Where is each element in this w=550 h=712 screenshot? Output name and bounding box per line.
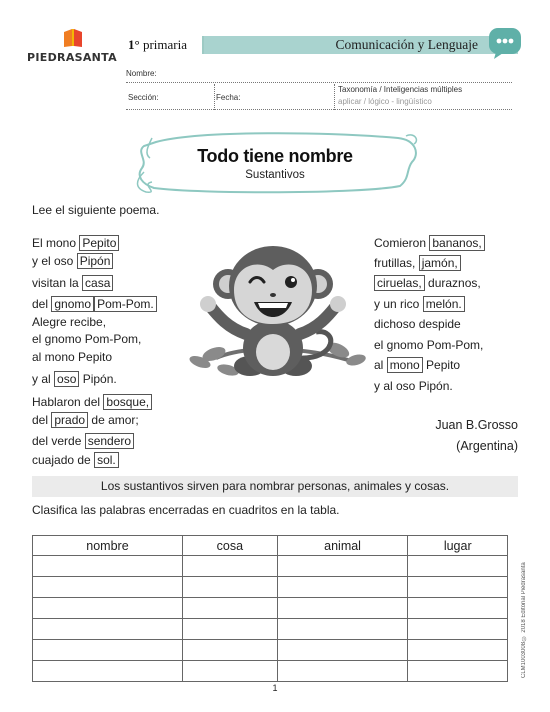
logo-text: PIEDRASANTA — [27, 51, 117, 64]
table-cell[interactable] — [33, 577, 183, 598]
poem-line: Comieron bananos, — [374, 235, 485, 251]
classification-table — [32, 535, 508, 682]
poem-line: y al oso Pipón. — [374, 379, 453, 393]
table-cell[interactable] — [408, 577, 508, 598]
poem-line: dichoso despide — [374, 317, 461, 331]
boxed-word: casa — [82, 275, 113, 291]
table-cell[interactable] — [277, 640, 408, 661]
definition-note: Los sustantivos sirven para nombrar personas, animales y cosas. — [32, 476, 518, 497]
column-header: animal — [277, 536, 408, 556]
taxonomy-values: aplicar / lógico - lingüístico — [338, 97, 432, 106]
table-cell[interactable] — [182, 598, 277, 619]
poem-line: frutillas, jamón, — [374, 255, 461, 271]
classify-instruction: Clasifica las palabras encerradas en cuadritos en la tabla. — [32, 503, 340, 517]
table-cell[interactable] — [408, 556, 508, 577]
boxed-word: bananos, — [429, 235, 484, 251]
table-row — [33, 661, 508, 682]
poem-line: ciruelas, duraznos, — [374, 275, 481, 291]
taxonomy-title: Taxonomía / Inteligencias múltiples — [338, 85, 463, 94]
table-row — [33, 640, 508, 661]
table-cell[interactable] — [182, 556, 277, 577]
poem-line: del prado de amor; — [32, 413, 139, 427]
table-cell[interactable] — [182, 640, 277, 661]
boxed-word: jamón, — [419, 255, 461, 271]
column-header: cosa — [182, 536, 277, 556]
table-cell[interactable] — [33, 556, 183, 577]
table-row — [33, 556, 508, 577]
read-instruction: Lee el siguiente poema. — [32, 203, 160, 217]
name-field[interactable] — [126, 66, 512, 83]
section-label: Sección: — [128, 93, 159, 102]
table-cell[interactable] — [33, 661, 183, 682]
boxed-word: bosque, — [103, 394, 152, 410]
boxed-word: mono — [387, 357, 423, 373]
divider — [334, 84, 335, 110]
table-cell[interactable] — [33, 619, 183, 640]
table-cell[interactable] — [277, 598, 408, 619]
boxed-word: prado — [51, 412, 88, 428]
page-number: 1 — [272, 683, 278, 693]
grade-word: primaria — [142, 37, 187, 52]
table-cell[interactable] — [33, 598, 183, 619]
poem-line: al mono Pepito — [374, 358, 461, 372]
boxed-word: gnomo — [51, 296, 94, 312]
table-cell[interactable] — [182, 577, 277, 598]
author-name: Juan B.Grosso — [435, 418, 518, 432]
poem-line: Alegre recibe, — [32, 315, 107, 329]
boxed-word: sendero — [85, 433, 134, 449]
column-header: lugar — [408, 536, 508, 556]
chat-bubble-icon — [488, 26, 522, 60]
boxed-word: melón. — [423, 296, 465, 312]
poem-line: El mono Pepito — [32, 235, 119, 251]
boxed-word: Pepito — [79, 235, 119, 251]
subject-title: Comunicación y Lenguaje — [335, 37, 478, 52]
book-icon — [62, 28, 84, 48]
table-row — [33, 577, 508, 598]
column-header: nombre — [33, 536, 183, 556]
poem-line: y el oso Pipón — [32, 253, 113, 269]
table-cell[interactable] — [33, 640, 183, 661]
poem-line: visitan la casa — [32, 275, 113, 291]
copyright-text: CLM1003008 © 2018 Editorial Piedrasanta — [521, 562, 527, 678]
poem-line: Hablaron del bosque, — [32, 394, 152, 410]
table-row — [33, 598, 508, 619]
poem-line: del gnomo Pom-Pom. — [32, 296, 157, 312]
boxed-word: Pipón — [77, 253, 114, 269]
publisher-logo — [22, 28, 122, 68]
boxed-word: sol. — [94, 452, 119, 468]
poem-line: al mono Pepito — [32, 350, 113, 364]
table-cell[interactable] — [408, 661, 508, 682]
table-cell[interactable] — [408, 598, 508, 619]
poem-line: del verde sendero — [32, 433, 134, 449]
boxed-word: oso — [54, 371, 79, 387]
table-cell[interactable] — [277, 661, 408, 682]
page-title: Todo tiene nombre — [197, 146, 353, 166]
table-cell[interactable] — [182, 619, 277, 640]
table-cell[interactable] — [408, 640, 508, 661]
table-cell[interactable] — [182, 661, 277, 682]
page-subtitle: Sustantivos — [245, 169, 305, 181]
poem-line: cuajado de sol. — [32, 452, 119, 468]
boxed-word: ciruelas, — [374, 275, 425, 291]
name-label: Nombre: — [126, 69, 157, 78]
poem-line: y al oso Pipón. — [32, 372, 117, 386]
boxed-word: Pom-Pom. — [94, 296, 157, 312]
table-cell[interactable] — [277, 619, 408, 640]
table-cell[interactable] — [277, 577, 408, 598]
grade-label: 1° primaria — [126, 36, 204, 54]
poem-line: el gnomo Pom-Pom, — [32, 332, 142, 346]
date-label: Fecha: — [216, 93, 241, 102]
table-row — [33, 619, 508, 640]
author-country: (Argentina) — [456, 439, 518, 453]
poem-line: y un rico melón. — [374, 296, 465, 312]
divider — [214, 84, 215, 110]
poem-line: el gnomo Pom-Pom, — [374, 338, 484, 352]
table-cell[interactable] — [408, 619, 508, 640]
table-cell[interactable] — [277, 556, 408, 577]
monkey-illustration — [188, 240, 368, 390]
